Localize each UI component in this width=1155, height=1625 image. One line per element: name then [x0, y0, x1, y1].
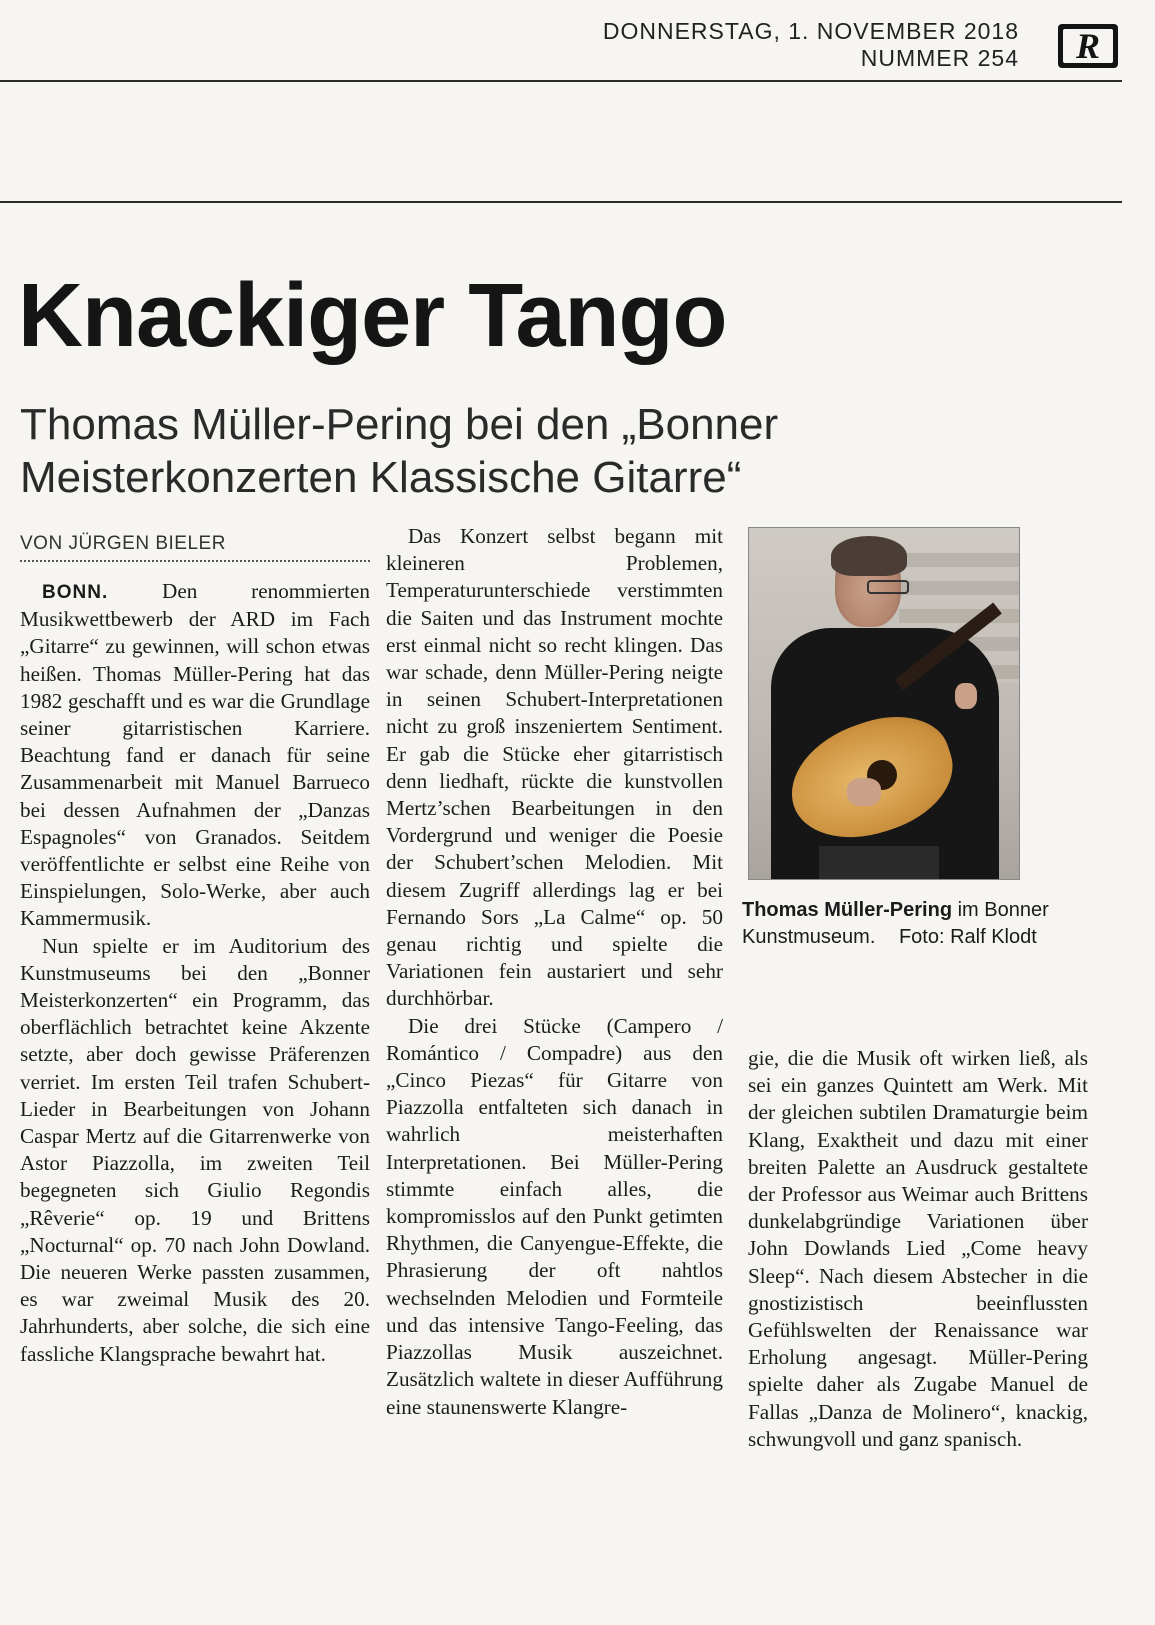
logo-letter: R	[1063, 29, 1113, 63]
newspaper-logo	[1058, 24, 1118, 68]
paragraph-1-text: Den renommierten Musikwettbewerb der ARD im Fach „Gitarre“ zu gewinnen, will schon etwas heißen. Thomas Müller-Pering hat das 1982 geschafft und es war die Grundlage seiner gitarristischen Karriere. Beachtung fand er danach für seine Zusammenarbeit mit Manuel Barrueco bei dessen Aufnahmen der „Danzas Espagnoles“ von Granados. Seitdem veröffentlichte er selbst eine Reihe von Einspielungen, Solo-Werke, aber auch Kammermusik.	[20, 579, 370, 931]
paragraph-4: Die drei Stücke (Campero / Romántico / Compadre) aus den „Cinco Piezas“ für Gitarre von Piazzolla entfalteten sich danach in wahrlich meisterhaften Interpretationen. Bei Müller-Pering stimmte einfach alles, die kompromisslos auf den Punkt getimten Rhythmen, die Canyengue-Effekte, die Phrasierung der oft nahtlos wechselnden Melodien und Formteile und das intensive Tango-Feeling, das Piazzollas Musik auszeichnet. Zusätzlich waltete in dieser Aufführung eine staunenswerte Klangre-	[386, 1013, 723, 1419]
photo-chair	[819, 846, 939, 879]
photo-guitarist-hair	[831, 536, 907, 576]
article-photo	[748, 527, 1020, 880]
byline: VON JÜRGEN BIELER	[20, 532, 370, 562]
caption-text: im Bonner Kunstmuseum.	[742, 899, 1049, 948]
photo-credit: Foto: Ralf Klodt	[898, 926, 1037, 948]
subheadline: Thomas Müller-Pering bei den „Bonner Meisterkonzerten Klassische Gitarre“	[20, 400, 779, 502]
dateline: BONN.	[42, 582, 109, 603]
photo-glasses	[867, 580, 909, 594]
publication-date: DONNERSTAG, 1. NOVEMBER 2018	[602, 18, 1019, 44]
section-rule	[0, 201, 1122, 203]
paragraph-3: Das Konzert selbst begann mit kleineren Problemen, Temperaturunterschiede verstimmten die Saiten und das Instrument mochte erst einmal nicht so recht klingen. Das war schade, denn Müller-Pering neigte in seinen Schubert-Interpretationen nicht zu groß inszeniertem Sentiment. Er gab die Stücke eher gitarristisch denn liedhaft, rückte die kunstvollen Mertz’schen Bearbeitungen in den Vordergrund und weniger die Poesie der Schubert’schen Melodien. Mit diesem Zugriff allerdings lag er bei Fernando Sors „La Calme“ op. 50 genau richtig und spielte die Variationen fein austariert und sehr durchhörbar.	[386, 524, 723, 1011]
headline: Knackiger Tango	[18, 266, 727, 366]
photo-left-hand	[955, 683, 977, 709]
issue-number: NUMMER 254	[860, 45, 1019, 71]
photo-right-hand	[847, 778, 881, 806]
article-column-3	[748, 1045, 1088, 1453]
paragraph-1	[20, 578, 370, 933]
photo-caption	[742, 897, 1102, 951]
article-column-1	[20, 578, 370, 1368]
article-column-2	[386, 523, 723, 1421]
paragraph-5: gie, die die Musik oft wirken ließ, als sei ein ganzes Quintett am Werk. Mit der gleichen subtilen Dramaturgie beim Klang, Exaktheit und dazu mit einer breiten Palette an Ausdruck gestaltete der Professor aus Weimar auch Brittens dunkelabgründige Variationen über John Dowlands Lied „Come heavy Sleep“. Nach diesem Abstecher in die gnostizistisch beeinflussten Gefühlswelten der Renaissance war Erholung angesagt. Müller-Pering spielte daher als Zugabe Manuel de Fallas „Danza de Molinero“, knackig, schwungvoll und ganz spanisch.	[748, 1046, 1088, 1451]
caption-name: Thomas Müller-Pering	[742, 899, 953, 921]
masthead-date	[603, 18, 1019, 72]
paragraph-2: Nun spielte er im Auditorium des Kunstmuseums bei den „Bonner Meisterkonzerten“ ein Programm, das oberflächlich betrachtet keine Akzente setzte, aber doch gewisse Präferenzen verriet. Im ersten Teil trafen Schubert-Lieder in Bearbeitungen von Johann Caspar Mertz auf die Gitarrenwerke von Astor Piazzolla, im zweiten Teil begegneten sich Giulio Regondis „Rêverie“ op. 19 und Brittens „Nocturnal“ op. 70 nach John Dowland. Die neueren Werke passten zusammen, es war zweimal Musik des 20. Jahrhunderts, aber solche, die sich eine fassliche Klangsprache bewahrt hat.	[20, 933, 370, 1366]
header-rule	[0, 80, 1122, 82]
